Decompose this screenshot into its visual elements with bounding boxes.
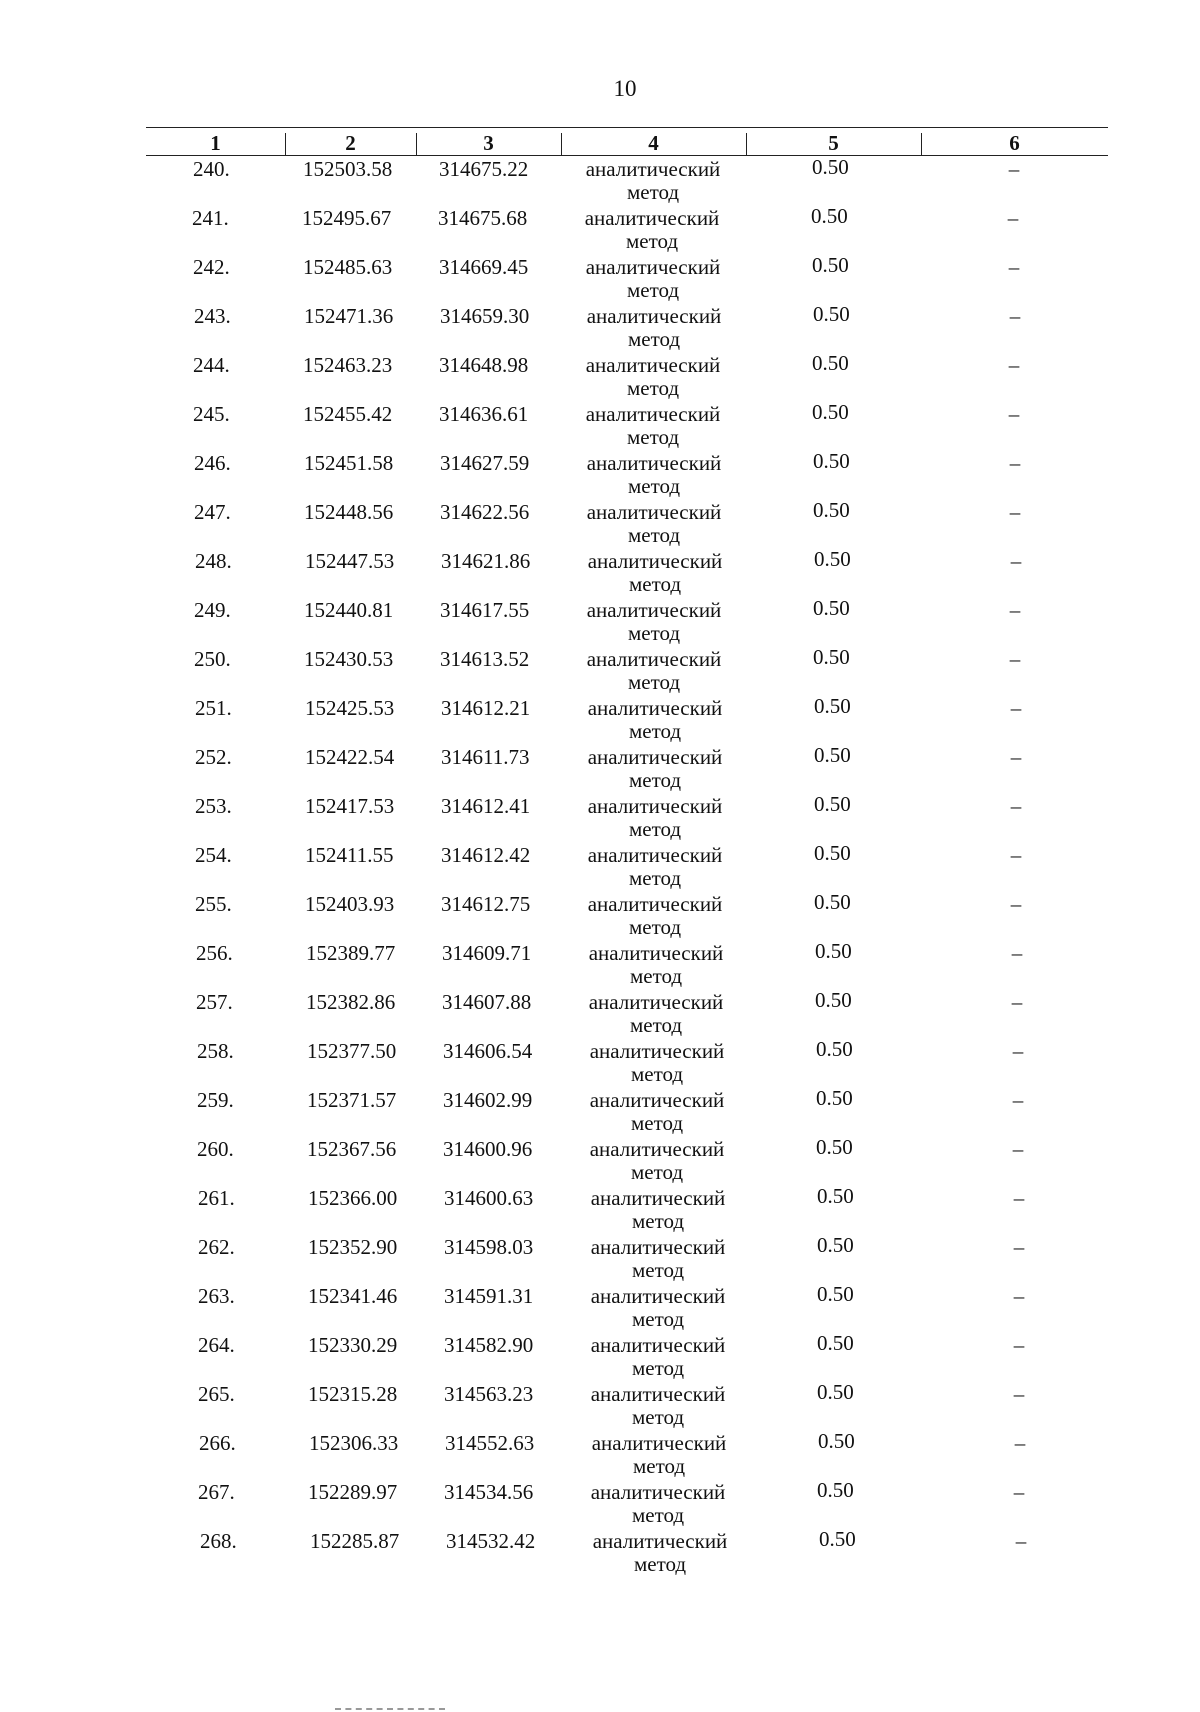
accuracy-value: 0.50: [813, 596, 850, 620]
coordinate-y: 314675.22: [439, 157, 529, 181]
coordinate-y: 314612.21: [441, 696, 531, 720]
coordinate-y: 314552.63: [445, 1431, 535, 1455]
table-row: [5, 1184, 1200, 1236]
table-row: [3, 939, 1200, 991]
determination-method: [589, 1530, 731, 1576]
accuracy-value: 0.50: [816, 1037, 853, 1061]
accuracy-value: 0.50: [814, 547, 851, 571]
note-dash: –: [1013, 1333, 1025, 1357]
accuracy-value: 0.50: [812, 400, 849, 424]
determination-method: [583, 305, 725, 351]
table-top-rule: [146, 127, 1108, 128]
note-dash: –: [1012, 1039, 1024, 1063]
determination-method: [585, 942, 727, 988]
coordinate-y: 314669.45: [439, 255, 529, 279]
note-dash: –: [1013, 1284, 1025, 1308]
column-divider: [746, 133, 747, 155]
coordinate-x: 152451.58: [304, 451, 394, 475]
coordinate-x: 152495.67: [302, 206, 392, 230]
method-line-1: аналитический: [587, 549, 723, 573]
determination-method: [585, 991, 727, 1037]
table-row: [1, 302, 1200, 354]
coordinate-y: 314612.42: [441, 843, 531, 867]
coordinate-y: 314675.68: [438, 206, 528, 230]
method-line-1: аналитический: [584, 206, 720, 230]
accuracy-value: 0.50: [817, 1331, 854, 1355]
coordinate-x: 152417.53: [305, 794, 395, 818]
method-line-1: аналитический: [587, 794, 723, 818]
determination-method: [587, 1334, 729, 1380]
method-line-1: аналитический: [588, 941, 724, 965]
determination-method: [583, 648, 725, 694]
table-row: [2, 547, 1200, 599]
coordinate-y: 314607.88: [442, 990, 532, 1014]
row-number: 262.: [198, 1235, 235, 1259]
coordinate-x: 152403.93: [305, 892, 395, 916]
method-line-1: аналитический: [586, 500, 722, 524]
accuracy-value: 0.50: [819, 1527, 856, 1551]
table-row: [0, 155, 1200, 207]
method-line-1: аналитический: [590, 1480, 726, 1504]
table-row: [2, 841, 1200, 893]
accuracy-value: 0.50: [812, 155, 849, 179]
note-dash: –: [1007, 206, 1019, 230]
method-line-2: метод: [627, 621, 681, 645]
accuracy-value: 0.50: [813, 498, 850, 522]
accuracy-value: 0.50: [814, 743, 851, 767]
coordinate-x: 152389.77: [306, 941, 396, 965]
determination-method: [584, 893, 726, 939]
coordinate-x: 152463.23: [303, 353, 393, 377]
note-dash: –: [1010, 696, 1022, 720]
coordinate-x: 152425.53: [305, 696, 395, 720]
method-line-2: метод: [627, 327, 681, 351]
method-line-2: метод: [631, 1258, 685, 1282]
coordinate-y: 314612.41: [441, 794, 531, 818]
note-dash: –: [1009, 598, 1021, 622]
method-line-1: аналитический: [590, 1235, 726, 1259]
method-line-2: метод: [625, 229, 679, 253]
page-number: 10: [613, 76, 637, 101]
coordinate-y: 314600.96: [443, 1137, 533, 1161]
determination-method: [586, 1089, 728, 1135]
note-dash: –: [1011, 990, 1023, 1014]
method-line-1: аналитический: [586, 451, 722, 475]
method-line-2: метод: [628, 866, 682, 890]
coordinate-y: 314617.55: [440, 598, 530, 622]
note-dash: –: [1012, 1137, 1024, 1161]
row-number: 244.: [193, 353, 230, 377]
method-line-1: аналитический: [585, 353, 721, 377]
table-row: [2, 743, 1200, 795]
coordinate-x: 152430.53: [304, 647, 394, 671]
accuracy-value: 0.50: [815, 988, 852, 1012]
method-line-1: аналитический: [586, 647, 722, 671]
row-number: 243.: [194, 304, 231, 328]
table-row: [0, 204, 1200, 256]
column-divider: [921, 133, 922, 155]
note-dash: –: [1009, 647, 1021, 671]
method-line-1: аналитический: [590, 1284, 726, 1308]
row-number: 241.: [192, 206, 229, 230]
determination-method: [581, 207, 723, 253]
note-dash: –: [1010, 843, 1022, 867]
accuracy-value: 0.50: [814, 841, 851, 865]
coordinate-x: 152455.42: [303, 402, 393, 426]
bottom-scan-mark: [335, 1708, 445, 1710]
method-line-1: аналитический: [587, 843, 723, 867]
method-line-2: метод: [629, 964, 683, 988]
determination-method: [584, 746, 726, 792]
row-number: 251.: [195, 696, 232, 720]
method-line-1: аналитический: [590, 1382, 726, 1406]
coordinate-x: 152377.50: [307, 1039, 397, 1063]
table-row: [0, 253, 1200, 305]
table-row: [2, 890, 1200, 942]
table-row: [4, 1135, 1200, 1187]
coordinate-x: 152411.55: [305, 843, 394, 867]
row-number: 255.: [195, 892, 232, 916]
method-line-1: аналитический: [587, 745, 723, 769]
coordinate-x: 152503.58: [303, 157, 393, 181]
row-number: 249.: [194, 598, 231, 622]
coordinate-x: 152315.28: [308, 1382, 398, 1406]
method-line-2: метод: [626, 376, 680, 400]
row-number: 240.: [193, 157, 230, 181]
coordinate-y: 314659.30: [440, 304, 530, 328]
determination-method: [584, 697, 726, 743]
method-line-1: аналитический: [586, 304, 722, 328]
coordinate-y: 314622.56: [440, 500, 530, 524]
method-line-2: метод: [631, 1209, 685, 1233]
coordinate-y: 314648.98: [439, 353, 529, 377]
row-number: 257.: [196, 990, 233, 1014]
row-number: 254.: [195, 843, 232, 867]
method-line-2: метод: [626, 180, 680, 204]
determination-method: [587, 1285, 729, 1331]
accuracy-value: 0.50: [814, 694, 851, 718]
row-number: 266.: [199, 1431, 236, 1455]
coordinate-x: 152440.81: [304, 598, 394, 622]
row-number: 253.: [195, 794, 232, 818]
note-dash: –: [1012, 1088, 1024, 1112]
note-dash: –: [1008, 402, 1020, 426]
method-line-2: метод: [628, 768, 682, 792]
coordinate-y: 314600.63: [444, 1186, 534, 1210]
row-number: 245.: [193, 402, 230, 426]
row-number: 263.: [198, 1284, 235, 1308]
determination-method: [583, 501, 725, 547]
method-line-2: метод: [627, 670, 681, 694]
determination-method: [584, 844, 726, 890]
method-line-2: метод: [628, 817, 682, 841]
accuracy-value: 0.50: [815, 939, 852, 963]
method-line-1: аналитический: [585, 255, 721, 279]
method-line-2: метод: [628, 915, 682, 939]
determination-method: [583, 452, 725, 498]
coordinate-y: 314563.23: [444, 1382, 534, 1406]
row-number: 256.: [196, 941, 233, 965]
row-number: 247.: [194, 500, 231, 524]
note-dash: –: [1010, 892, 1022, 916]
coordinate-x: 152367.56: [307, 1137, 397, 1161]
row-number: 267.: [198, 1480, 235, 1504]
table-row: [6, 1429, 1200, 1481]
method-line-2: метод: [627, 474, 681, 498]
method-line-1: аналитический: [589, 1137, 725, 1161]
determination-method: [587, 1187, 729, 1233]
column-header-6: 6: [1009, 131, 1020, 155]
coordinate-y: 314609.71: [442, 941, 532, 965]
note-dash: –: [1008, 353, 1020, 377]
table-row: [0, 351, 1200, 403]
table-header: [146, 132, 1108, 154]
accuracy-value: 0.50: [817, 1184, 854, 1208]
accuracy-value: 0.50: [811, 204, 848, 228]
coordinate-x: 152448.56: [304, 500, 394, 524]
method-line-1: аналитический: [588, 990, 724, 1014]
table-row: [1, 596, 1200, 648]
accuracy-value: 0.50: [817, 1478, 854, 1502]
table-row: [0, 400, 1200, 452]
table-row: [1, 645, 1200, 697]
row-number: 264.: [198, 1333, 235, 1357]
table-row: [4, 1086, 1200, 1138]
method-line-1: аналитический: [591, 1431, 727, 1455]
table-row: [5, 1380, 1200, 1432]
method-line-2: метод: [629, 1013, 683, 1037]
determination-method: [587, 1481, 729, 1527]
table-row: [5, 1331, 1200, 1383]
accuracy-value: 0.50: [818, 1429, 855, 1453]
accuracy-value: 0.50: [816, 1086, 853, 1110]
coordinate-x: 152485.63: [303, 255, 393, 279]
accuracy-value: 0.50: [817, 1282, 854, 1306]
note-dash: –: [1013, 1186, 1025, 1210]
row-number: 242.: [193, 255, 230, 279]
coordinate-y: 314602.99: [443, 1088, 533, 1112]
coordinate-x: 152447.53: [305, 549, 395, 573]
determination-method: [587, 1383, 729, 1429]
determination-method: [582, 403, 724, 449]
determination-method: [583, 599, 725, 645]
method-line-2: метод: [631, 1405, 685, 1429]
method-line-2: метод: [631, 1307, 685, 1331]
note-dash: –: [1011, 941, 1023, 965]
determination-method: [584, 550, 726, 596]
method-line-1: аналитический: [587, 892, 723, 916]
coordinate-y: 314627.59: [440, 451, 530, 475]
row-number: 265.: [198, 1382, 235, 1406]
row-number: 252.: [195, 745, 232, 769]
coordinate-x: 152352.90: [308, 1235, 398, 1259]
row-number: 246.: [194, 451, 231, 475]
column-header-5: 5: [828, 131, 839, 155]
note-dash: –: [1010, 794, 1022, 818]
coordinate-x: 152330.29: [308, 1333, 398, 1357]
method-line-1: аналитический: [589, 1039, 725, 1063]
row-number: 261.: [198, 1186, 235, 1210]
method-line-2: метод: [626, 278, 680, 302]
coordinate-x: 152422.54: [305, 745, 395, 769]
note-dash: –: [1009, 304, 1021, 328]
method-line-2: метод: [631, 1503, 685, 1527]
method-line-2: метод: [627, 523, 681, 547]
note-dash: –: [1013, 1382, 1025, 1406]
note-dash: –: [1010, 549, 1022, 573]
table-row: [5, 1478, 1200, 1530]
table-row: [1, 498, 1200, 550]
accuracy-value: 0.50: [814, 792, 851, 816]
column-header-1: 1: [210, 131, 221, 155]
note-dash: –: [1014, 1431, 1026, 1455]
accuracy-value: 0.50: [812, 351, 849, 375]
row-number: 248.: [195, 549, 232, 573]
coordinate-x: 152285.87: [310, 1529, 400, 1553]
method-line-1: аналитический: [585, 157, 721, 181]
determination-method: [582, 158, 724, 204]
coordinate-x: 152366.00: [308, 1186, 398, 1210]
coordinate-x: 152471.36: [304, 304, 394, 328]
method-line-2: метод: [630, 1062, 684, 1086]
accuracy-value: 0.50: [817, 1380, 854, 1404]
table-header-rule: [146, 155, 1108, 156]
method-line-1: аналитический: [587, 696, 723, 720]
coordinate-x: 152371.57: [307, 1088, 397, 1112]
note-dash: –: [1009, 500, 1021, 524]
column-header-4: 4: [648, 131, 659, 155]
note-dash: –: [1008, 157, 1020, 181]
column-divider: [561, 133, 562, 155]
coordinate-y: 314611.73: [441, 745, 530, 769]
accuracy-value: 0.50: [813, 645, 850, 669]
method-line-1: аналитический: [590, 1333, 726, 1357]
table-row: [1, 449, 1200, 501]
table-row: [2, 792, 1200, 844]
accuracy-value: 0.50: [817, 1233, 854, 1257]
row-number: 258.: [197, 1039, 234, 1063]
accuracy-value: 0.50: [814, 890, 851, 914]
note-dash: –: [1015, 1529, 1027, 1553]
coordinate-x: 152306.33: [309, 1431, 399, 1455]
column-divider: [416, 133, 417, 155]
method-line-1: аналитический: [592, 1529, 728, 1553]
coordinate-y: 314612.75: [441, 892, 531, 916]
table-row: [2, 694, 1200, 746]
method-line-1: аналитический: [585, 402, 721, 426]
note-dash: –: [1013, 1235, 1025, 1259]
table-row: [5, 1233, 1200, 1285]
accuracy-value: 0.50: [816, 1135, 853, 1159]
determination-method: [584, 795, 726, 841]
table-row: [7, 1527, 1200, 1579]
determination-method: [582, 256, 724, 302]
coordinate-y: 314606.54: [443, 1039, 533, 1063]
coordinate-y: 314636.61: [439, 402, 529, 426]
column-header-2: 2: [345, 131, 356, 155]
table-body: [0, 155, 1200, 1579]
determination-method: [588, 1432, 730, 1478]
coordinate-y: 314591.31: [444, 1284, 534, 1308]
method-line-1: аналитический: [589, 1088, 725, 1112]
note-dash: –: [1008, 255, 1020, 279]
accuracy-value: 0.50: [812, 253, 849, 277]
note-dash: –: [1013, 1480, 1025, 1504]
row-number: 260.: [197, 1137, 234, 1161]
coordinate-x: 152341.46: [308, 1284, 398, 1308]
coordinate-y: 314534.56: [444, 1480, 534, 1504]
column-divider: [285, 133, 286, 155]
method-line-2: метод: [628, 572, 682, 596]
method-line-2: метод: [628, 719, 682, 743]
coordinate-y: 314613.52: [440, 647, 530, 671]
determination-method: [582, 354, 724, 400]
determination-method: [586, 1138, 728, 1184]
note-dash: –: [1009, 451, 1021, 475]
coordinate-y: 314598.03: [444, 1235, 534, 1259]
table-row: [5, 1282, 1200, 1334]
table-row: [4, 1037, 1200, 1089]
coordinate-y: 314582.90: [444, 1333, 534, 1357]
table-row: [3, 988, 1200, 1040]
row-number: 268.: [200, 1529, 237, 1553]
coordinate-x: 152382.86: [306, 990, 396, 1014]
accuracy-value: 0.50: [813, 302, 850, 326]
method-line-2: метод: [633, 1552, 687, 1576]
determination-method: [587, 1236, 729, 1282]
method-line-2: метод: [632, 1454, 686, 1478]
column-header-3: 3: [483, 131, 494, 155]
note-dash: –: [1010, 745, 1022, 769]
method-line-1: аналитический: [586, 598, 722, 622]
coordinate-y: 314621.86: [441, 549, 531, 573]
determination-method: [586, 1040, 728, 1086]
method-line-2: метод: [630, 1160, 684, 1184]
row-number: 259.: [197, 1088, 234, 1112]
method-line-1: аналитический: [590, 1186, 726, 1210]
method-line-2: метод: [631, 1356, 685, 1380]
coordinate-y: 314532.42: [446, 1529, 536, 1553]
method-line-2: метод: [630, 1111, 684, 1135]
method-line-2: метод: [626, 425, 680, 449]
coordinate-x: 152289.97: [308, 1480, 398, 1504]
accuracy-value: 0.50: [813, 449, 850, 473]
row-number: 250.: [194, 647, 231, 671]
